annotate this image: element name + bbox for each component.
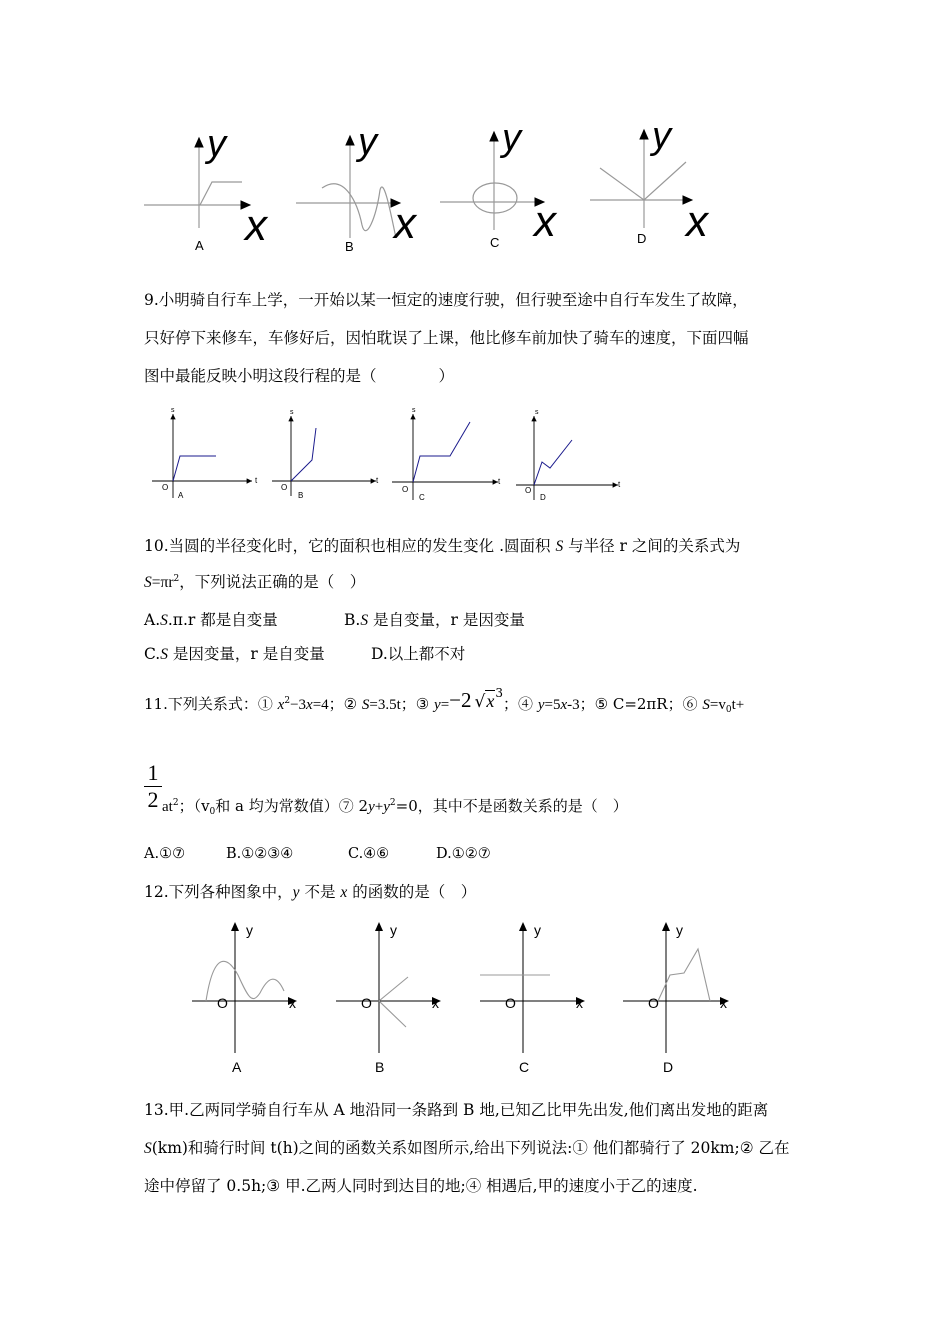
q12b-o: O — [361, 995, 372, 1011]
q12-line: 12.下列各种图象中，y 不是 x 的函数的是（ ） — [144, 883, 477, 901]
q9b-s: s — [290, 409, 294, 416]
q8b-y-label: y — [358, 121, 377, 163]
q12d-y: y — [676, 922, 683, 938]
q12d-x: x — [720, 995, 727, 1011]
q8d-x-label: x — [686, 197, 708, 246]
q12b-y: y — [390, 922, 397, 938]
q8a-x-label: x — [245, 201, 267, 250]
q12-graph-c — [480, 922, 584, 1075]
q12a-y: y — [246, 922, 253, 938]
q8-graph-c — [440, 117, 558, 250]
q9d-o: O — [525, 486, 532, 495]
q9-line-3: 图中最能反映小明这段行程的是（ ） — [144, 367, 455, 385]
q9c-s: s — [412, 407, 416, 414]
q8-label-d: D — [637, 231, 647, 246]
q8c-y-label: y — [502, 117, 521, 159]
q11-option-d: D.①②⑦ — [436, 846, 491, 862]
q9-label-b: B — [298, 491, 304, 500]
q9a-t: t — [255, 476, 258, 485]
q12c-y: y — [534, 922, 541, 938]
q8c-x-label: x — [534, 197, 556, 246]
q8-label-a: A — [195, 238, 204, 253]
q12a-o: O — [217, 995, 228, 1011]
q9-graph-row — [140, 400, 640, 510]
q9b-o: O — [281, 483, 288, 492]
q9-graph-c — [392, 407, 501, 502]
q8-label-b: B — [345, 239, 354, 254]
q12c-x: x — [576, 995, 583, 1011]
q8-graph-d — [590, 115, 710, 246]
q12-label-b: B — [375, 1059, 385, 1075]
q9-line-1: 9.小明骑自行车上学，一开始以某一恒定的速度行驶，但行驶至途中自行车发生了故障， — [144, 291, 748, 309]
q13-line-2: S(km)和骑行时间 t(h)之间的函数关系如图所示,给出下列说法:① 他们都骑行了 20km;② 乙在 — [144, 1139, 790, 1157]
q9-line-2: 只好停下来修车，车修好后，因怕耽误了上课，他比修车前加快了骑车的速度，下面四幅 — [144, 329, 749, 347]
q8-label-c: C — [490, 235, 500, 250]
q9-graph-a — [152, 407, 258, 500]
q12-label-a: A — [232, 1059, 242, 1075]
q12d-o: O — [648, 995, 659, 1011]
q9-label-c: C — [419, 493, 425, 502]
q11-option-c: C.④⑥ — [348, 846, 390, 862]
q8b-x-label: x — [394, 199, 416, 248]
q8-graph-b — [296, 121, 418, 254]
q9c-o: O — [402, 485, 409, 494]
q12-label-d: D — [663, 1059, 674, 1075]
q9d-s: s — [535, 409, 539, 416]
q8-graph-a — [144, 123, 269, 253]
q13-line-3: 途中停留了 0.5h;③ 甲.乙两人同时到达目的地;④ 相遇后,甲的速度小于乙的速度. — [144, 1177, 698, 1195]
q10-option-c: C.S 是因变量，r 是自变量 — [144, 645, 325, 663]
q8a-y-label: y — [207, 123, 226, 165]
q9-graph-d — [516, 409, 621, 502]
q12-graph-b — [336, 922, 440, 1075]
q11-fraction: 1 2 — [144, 762, 162, 811]
q12-graph-d — [623, 922, 728, 1075]
q10-option-d: D.以上都不对 — [371, 645, 466, 663]
q13-line-1: 13.甲.乙两同学骑自行车从 A 地沿同一条路到 B 地,已知乙比甲先出发,他们离出发地的距离 — [144, 1101, 769, 1119]
q9a-o: O — [162, 483, 169, 492]
q11-option-a: A.①⑦ — [144, 846, 186, 862]
q9-label-a: A — [178, 491, 184, 500]
q9c-t: t — [498, 477, 501, 486]
q11-line-2: $at^2$；（$v_0$和 a 均为常数值）⑦ $2y+y^2=0$，其中不是函数关系的是（ ） — [162, 797, 628, 817]
q12b-x: x — [432, 995, 439, 1011]
q12-label-c: C — [519, 1059, 530, 1075]
q10-line-2: $S=\pi r^2$，下列说法正确的是（ ） — [144, 573, 366, 591]
q12-graph-row — [180, 915, 750, 1080]
q8-graph-row — [130, 110, 730, 260]
q9d-t: t — [618, 480, 621, 489]
q9-label-d: D — [540, 493, 546, 502]
q9b-t: t — [376, 476, 379, 485]
q11-option-b: B.①②③④ — [226, 846, 294, 862]
sqrt-expr: −2 $√x^3$ — [449, 686, 503, 712]
q12-graph-a — [192, 922, 296, 1075]
q12c-o: O — [505, 995, 516, 1011]
q10-option-a: A.S.π.r 都是自变量 — [144, 611, 278, 629]
q12a-x: x — [289, 995, 296, 1011]
q10-line-1: 10.当圆的半径变化时，它的面积也相应的发生变化 .圆面积 S 与半径 r 之间的关系式为 — [144, 537, 741, 555]
q8d-y-label: y — [652, 115, 671, 157]
q9-graph-b — [272, 409, 379, 500]
q10-option-b: B.S 是自变量，r 是因变量 — [344, 611, 525, 629]
q11-line-1: 11.下列关系式：① $x^2-3x=4$；② S=3.5t；③ y=−2 $√x^3$；④ y=5x-3；⑤ C=2πR；⑥ $S=v_0t+$ — [144, 686, 745, 715]
q9a-s: s — [171, 407, 175, 414]
